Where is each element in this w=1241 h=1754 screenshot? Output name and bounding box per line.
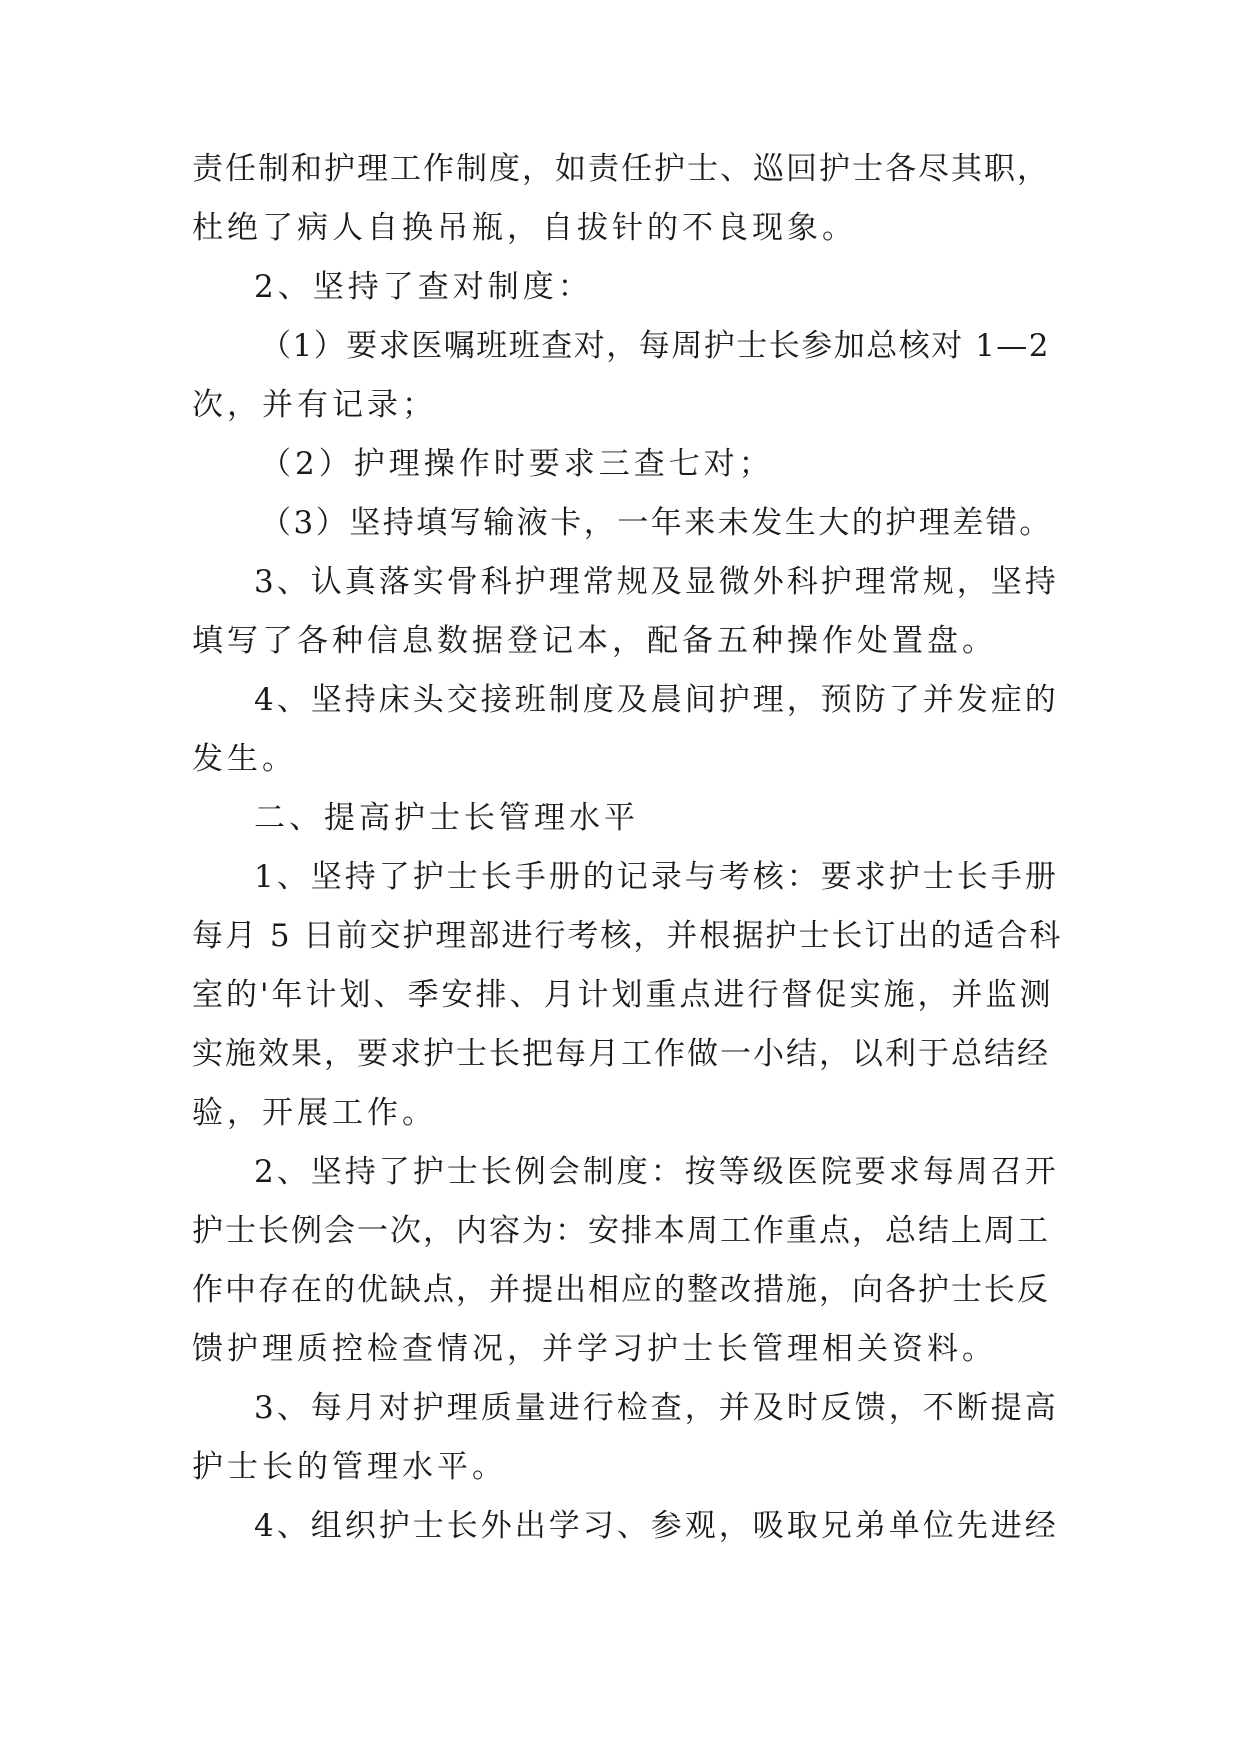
list-item: 1、坚持了护士长手册的记录与考核：要求护士长手册	[254, 859, 1059, 895]
text-line: 护士长的管理水平。	[192, 1449, 507, 1485]
sub-item: （1）要求医嘱班班查对，每周护士长参加总核对 1—2	[260, 328, 1051, 364]
list-item: 4、坚持床头交接班制度及晨间护理，预防了并发症的	[254, 682, 1059, 718]
list-item: 2、坚持了护士长例会制度：按等级医院要求每周召开	[254, 1154, 1059, 1190]
list-heading: 2、坚持了查对制度：	[254, 269, 593, 305]
text-line: 室的'年计划、季安排、月计划重点进行督促实施，并监测	[192, 977, 1054, 1013]
text-line: 杜绝了病人自换吊瓶，自拔针的不良现象。	[192, 210, 857, 246]
list-item: 3、认真落实骨科护理常规及显微外科护理常规，坚持	[254, 564, 1059, 600]
text-line: 责任制和护理工作制度，如责任护士、巡回护士各尽其职，	[192, 151, 1050, 187]
list-item: 4、组织护士长外出学习、参观，吸取兄弟单位先进经	[254, 1508, 1059, 1544]
text-line: 护士长例会一次，内容为：安排本周工作重点，总结上周工	[192, 1213, 1050, 1249]
text-line: 填写了各种信息数据登记本，配备五种操作处置盘。	[192, 623, 997, 659]
text-line: 验，开展工作。	[192, 1095, 437, 1131]
section-heading: 二、提高护士长管理水平	[254, 800, 639, 836]
sub-item: （3）坚持填写输液卡，一年来未发生大的护理差错。	[260, 505, 1053, 541]
text-line: 馈护理质控检查情况，并学习护士长管理相关资料。	[192, 1331, 997, 1367]
text-line: 实施效果，要求护士长把每月工作做一小结，以利于总结经	[192, 1036, 1050, 1072]
text-line: 次，并有记录；	[192, 387, 437, 423]
sub-item: （2）护理操作时要求三查七对；	[260, 446, 774, 482]
text-line: 发生。	[192, 741, 297, 777]
text-line: 作中存在的优缺点，并提出相应的整改措施，向各护士长反	[192, 1272, 1050, 1308]
text-line: 每月 5 日前交护理部进行考核，并根据护士长订出的适合科	[192, 918, 1063, 954]
list-item: 3、每月对护理质量进行检查，并及时反馈，不断提高	[254, 1390, 1059, 1426]
document-body	[192, 140, 1062, 1556]
